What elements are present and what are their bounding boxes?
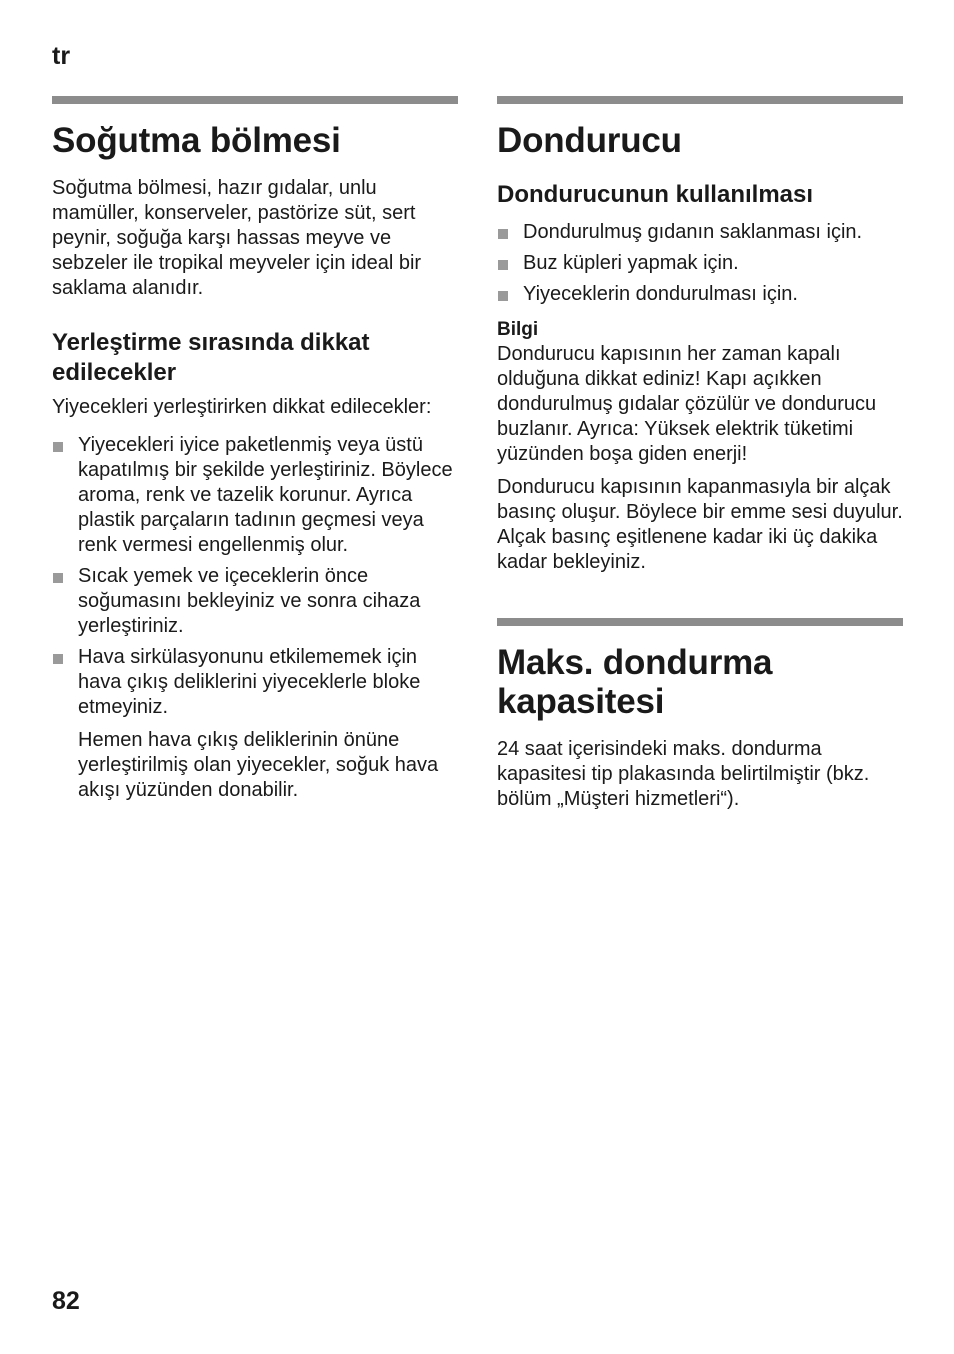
placement-list — [52, 433, 458, 720]
square-bullet-icon — [53, 573, 63, 583]
section-title: Dondurucu — [497, 121, 682, 160]
square-bullet-icon — [53, 654, 63, 664]
note-paragraph: Hemen hava çıkış deliklerinin önüne yerleştirilmiş olan yiyecekler, soğuk hava akışı yüzünden donabilir. — [78, 729, 439, 801]
list-item — [497, 220, 903, 245]
freezer-section — [497, 96, 903, 820]
subsection-title: Yerleştirme sırasında dikkat edilecekler — [52, 329, 370, 386]
usage-list — [497, 220, 903, 307]
list-item-text: Hava sirkülasyonunu etkilememek için hava çıkış deliklerini yiyeceklerle bloke etmeyiniz. — [78, 646, 421, 718]
square-bullet-icon — [498, 291, 508, 301]
list-item-text: Yiyecekleri iyice paketlenmiş veya üstü kapatılmış bir şekilde yerleştiriniz. Böylece aroma, renk ve tazelik korunur. Ayrıca plastik parçaların tadının geçmesi veya renk vermesi engellenmiş olur. — [78, 434, 453, 556]
list-item — [497, 282, 903, 307]
list-item — [52, 645, 458, 720]
list-item — [497, 251, 903, 276]
list-item-text: Dondurulmuş gıdanın saklanması için. — [523, 221, 863, 243]
section-rule — [52, 96, 458, 104]
list-item-text: Buz küpleri yapmak için. — [523, 252, 739, 274]
subsection-title: Dondurucunun kullanılması — [497, 181, 814, 208]
page-number: 82 — [52, 1287, 80, 1315]
list-item — [52, 433, 458, 558]
section-title-capacity: Maks. dondurma kapasitesi — [497, 643, 773, 721]
list-item — [52, 564, 458, 639]
language-code: tr — [52, 42, 71, 70]
info-paragraph: Dondurucu kapısının her zaman kapalı olduğuna dikkat ediniz! Kapı açıkken dondurulmuş gıdalar çözülür ve dondurucu buzlanır. Ayrıca: Yüksek elektrik tüketimi yüzünden boşa giden enerji! — [497, 343, 877, 465]
list-item-text: Sıcak yemek ve içeceklerin önce soğumasını bekleyiniz ve sonra cihaza yerleştiriniz. — [78, 565, 421, 637]
list-item-text: Yiyeceklerin dondurulması için. — [523, 283, 798, 305]
info-paragraph-2: Dondurucu kapısının kapanmasıyla bir alçak basınç oluşur. Böylece bir emme sesi duyulur. Alçak basınç eşitlenene kadar iki üç dakika kadar bekleyiniz. — [497, 476, 903, 573]
section-rule — [497, 96, 903, 104]
info-label: Bilgi — [497, 319, 539, 340]
square-bullet-icon — [498, 260, 508, 270]
lead-paragraph: Yiyecekleri yerleştirirken dikkat edilecekler: — [52, 396, 432, 418]
section-title: Soğutma bölmesi — [52, 121, 341, 160]
square-bullet-icon — [498, 229, 508, 239]
square-bullet-icon — [53, 442, 63, 452]
intro-paragraph: Soğutma bölmesi, hazır gıdalar, unlu mamüller, konserveler, pastörize süt, sert peynir, soğuğa karşı hassas meyve ve sebzeler ile tropikal meyveler için ideal bir saklama alanıdır. — [52, 177, 422, 299]
section-rule — [497, 618, 903, 626]
capacity-paragraph: 24 saat içerisindeki maks. dondurma kapasitesi tip plakasında belirtilmiştir (bkz. bölüm „Müşteri hizmetleri“). — [497, 738, 870, 810]
refrigerator-section — [52, 96, 458, 811]
